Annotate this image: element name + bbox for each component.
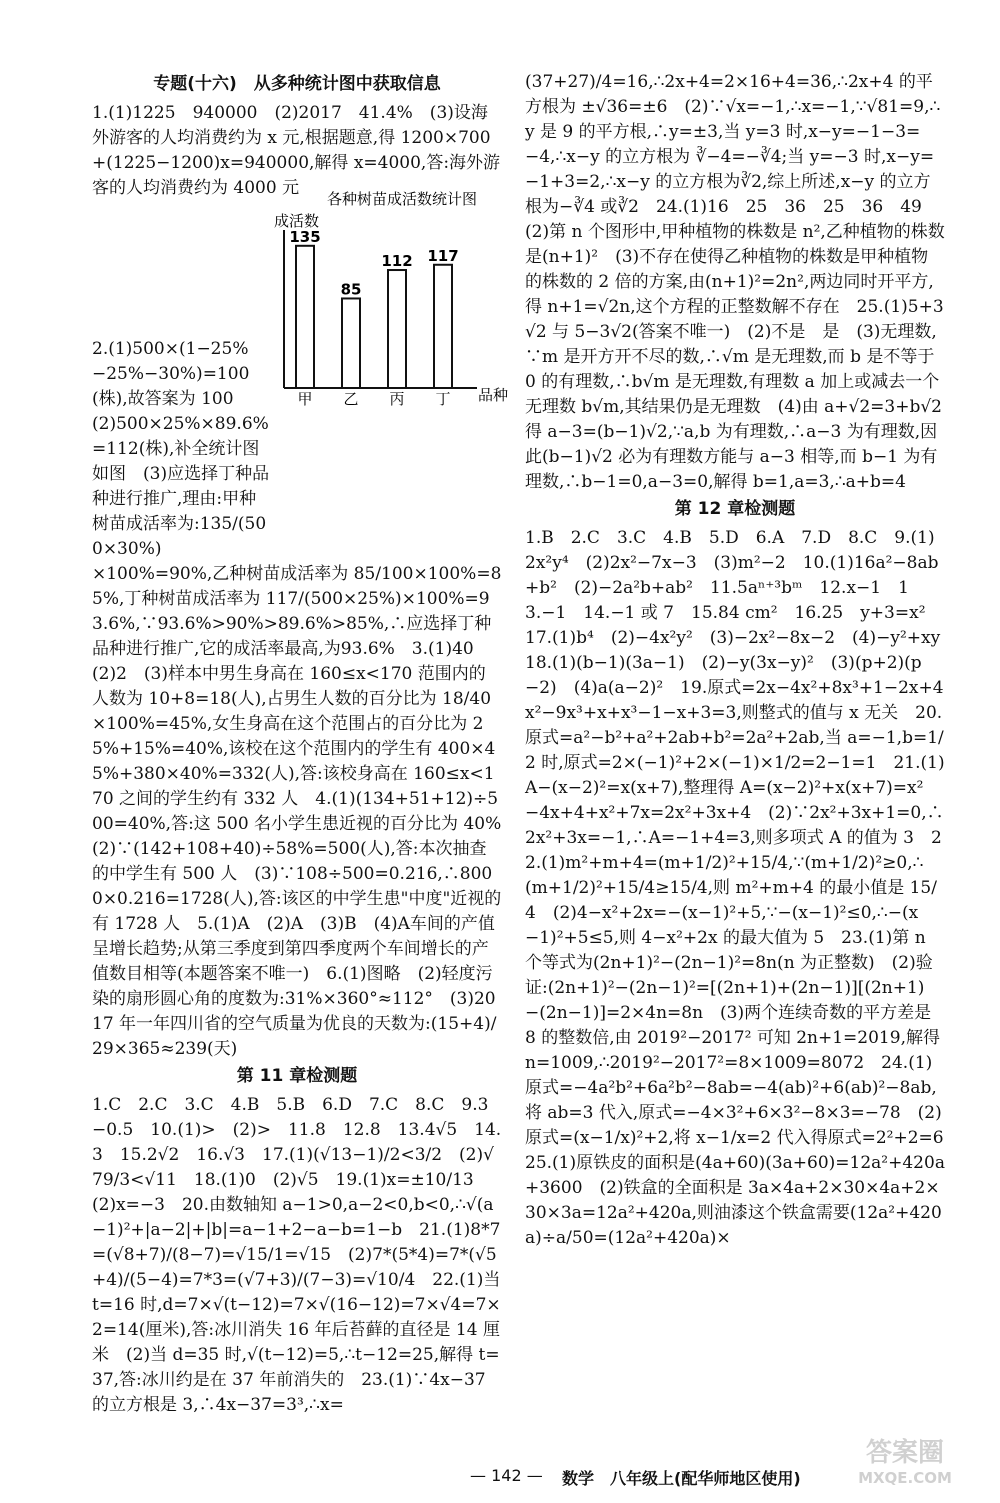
category-label: 丙: [389, 390, 405, 408]
answer-paragraph: 1.C 2.C 3.C 4.B 5.B 6.D 7.C 8.C 9.3 −0.5 10.(1)> (2)> 11.8 12.8 13.4√5 14.3 15.2√2 16.√3 17.(1)(√13−1)/2<3/2 (2)√79/3<√11 18.(1)0 (2)√5 19.(1)x=±10/13 (2)x=−3 20.由数轴知 a−1>0,a−2<0,b<0,∴√(a−1)²+|a−2|+|b|=a−1+2−a−b=1−b 21.(1)8*7=(√8+7)/(8−7)=√15/1=√15 (2)7*(5*4)=7*(√5+4)/(5−4)=7*3=(√7+3)/(7−3)=√10/4 22.(1)当 t=16 时,d=7×√(t−12)=7×√(16−12)=7×√4=7×2=14(厘米),答:冰川消失 16 年后苔藓的直径是 14 厘米 (2)当 d=35 时,√(t−12)=5,∴t−12=25,解得 t=37,答:冰川约是在 37 年前消失的 23.(1)∵4x−37 的立方根是 3,∴4x−37=3³,∴x=: [92, 1095, 506, 1415]
topic-title: 专题(十六) 从多种统计图中获取信息: [153, 74, 441, 94]
category-label: 甲: [297, 390, 313, 408]
seedling-bar-chart: [272, 188, 512, 408]
bar-value-label: 117: [427, 246, 459, 265]
bar-3: [434, 265, 452, 388]
answer-paragraph: 1.B 2.C 3.C 4.B 5.D 6.A 7.D 8.C 9.(1)2x²y⁴ (2)2x²−7x−3 (3)m²−2 10.(1)16a²−8ab+b² (2)−2a²b+ab² 11.5aⁿ⁺³bᵐ 12.x−1 13.−1 14.−1 或 7 15.84 cm² 16.25 y+3=x² 17.(1)b⁴ (2)−4x²y² (3)−2x²−8x−2 (4)−y²+xy 18.(1)(b−1)(3a−1) (2)−y(3x−y)² (3)(p+2)(p−2) (4)a(a−2)² 19.原式=2x−4x²+8x³+1−2x+4x²−9x³+x+x³−1−x+3=3,则整式的值与 x 无关 20.原式=a²−b²+a²+2ab+b²=2a²+2ab,当 a=−1,b=1/2 时,原式=2×(−1)²+2×(−1)×1/2=2−1=1 21.(1)A−(x−2)²=x(x+7),整理得 A=(x−2)²+x(x+7)=x²−4x+4+x²+7x=2x²+3x+4 (2)∵2x²+3x+1=0,∴2x²+3x=−1,∴A=−1+4=3,则多项式 A 的值为 3 22.(1)m²+m+4=(m+1/2)²+15/4,∵(m+1/2)²≥0,∴(m+1/2)²+15/4≥15/4,则 m²+m+4 的最小值是 15/4 (2)4−x²+2x=−(x−1)²+5,∵−(x−1)²≤0,∴−(x−1)²+5≤5,则 4−x²+2x 的最大值为 5 23.(1)第 n 个等式为(2n+1)²−(2n−1)²=8n(n 为正整数) (2)验证:(2n+1)²−(2n−1)²=[(2n+1)+(2n−1)][(2n+1)−(2n−1)]=2×4n=8n (3)两个连续奇数的平方差是 8 的整数倍,由 2019²−2017² 可知 2n+1=2019,解得 n=1009,∴2019²−2017²=8×1009=8072 24.(1)原式=−4a²b²+6a²b²−8ab=−4(ab)²+6(ab)²−8ab,将 ab=3 代入,原式=−4×3²+6×3²−8×3=−78 (2)原式=(x−1/x)²+2,将 x−1/x=2 代入得原式=2²+2=6 25.(1)原铁皮的面积是(4a+60)(3a+60)=12a²+420a+3600 (2)铁盒的全面积是 3a×4a+2×30×4a+2×30×3a=12a²+420a,则油漆这个铁盒需要(12a²+420a)÷a/50=(12a²+420a)×: [525, 528, 961, 1248]
watermark-text: 答案圈: [865, 1438, 944, 1468]
category-label: 丁: [435, 390, 451, 408]
chapter-12-title: 第 12 章检测题: [674, 499, 796, 519]
answer-paragraph: (37+27)/4=16,∴2x+4=2×16+4=36,∴2x+4 的平方根为 ±√36=±6 (2)∵√x=−1,∴x=−1,∵√81=9,∴y 是 9 的平方根,∴y=±3,当 y=3 时,x−y=−1−3=−4,∴x−y 的立方根为 ∛−4=−∛4;当 y=−3 时,x−y=−1+3=2,∴x−y 的立方根为∛2,综上所述,x−y 的立方根为−∛4 或∛2 24.(1)16 25 36 25 36 49 (2)第 n 个图形中,甲种植物的株数是 n²,乙种植物的株数是(n+1)² (3)不存在使得乙种植物的株数是甲种植物的株数的 2 倍的方案,由(n+1)²=2n²,两边同时开平方,得 n+1=√2n,这个方程的正整数解不存在 25.(1)5+3√2 与 5−3√2(答案不唯一) (2)不是 是 (3)无理数,∵m 是开方开不尽的数,∴√m 是无理数,而 b 是不等于 0 的有理数,∴b√m 是无理数,有理数 a 加上或减去一个无理数 b√m,其结果仍是无理数 (4)由 a+√2=3+b√2 得 a−3=(b−1)√2,∵a,b 为有理数,∴a−3 为有理数,因此(b−1)√2 必为有理数方能与 a−3 相等,而 b−1 为有理数,∴b−1=0,a−3=0,解得 b=1,a=3,∴a+b=4: [525, 72, 945, 492]
chart-bars: [289, 228, 458, 408]
bar-0: [296, 246, 314, 388]
bar-value-label: 85: [340, 280, 362, 299]
answer-paragraph: 1.(1)1225 940000 (2)2017 41.4% (3)设海外游客的人均消费约为 x 元,根据题意,得 1200×700+(1225−1200)x=940000,解得 x=4000,答:海外游客的人均消费约为 4000 元: [92, 103, 501, 198]
answer-paragraph: ×100%=90%,乙种树苗成活率为 85/100×100%=85%,丁种树苗成活率为 117/(500×25%)×100%=93.6%,∵93.6%>90%>89.6%>85%,∴应选择丁种品种进行推广,它的成活率最高,为93.6% 3.(1)40 (2)2 (3)样本中男生身高在 160≤x<170 范围内的人数为 10+8=18(人),占男生人数的百分比为 18/40×100%=45%,女生身高在这个范围占的百分比为 25%+15%=40%,该校在这个范围内的学生有 400×45%+380×40%=332(人),答:该校身高在 160≤x<170 之间的学生约有 332 人 4.(1)(134+51+12)÷500=40%,答:这 500 名小学生患近视的百分比为 40% (2)∵(142+108+40)÷58%=500(人),答:本次抽查的中学生有 500 人 (3)∵108÷500=0.216,∴8000×0.216=1728(人),答:该区的中学生患"中度"近视的有 1728 人 5.(1)A (2)A (3)B (4)A车间的产值呈增长趋势;从第三季度到第四季度两个车间增长的产值数目相等(本题答案不唯一) 6.(1)图略 (2)轻度污染的扇形圆心角的度数为:31%×360°≈112° (3)2017 年一年四川省的空气质量为优良的天数为:(15+4)/29×365≈239(天): [92, 564, 519, 1059]
page-number: — 142 —: [470, 1466, 543, 1485]
bar-value-label: 112: [381, 252, 413, 271]
bar-value-label: 135: [289, 227, 321, 246]
chapter-11-title: 第 11 章检测题: [236, 1066, 358, 1086]
right-column: [525, 70, 961, 1251]
bar-1: [342, 298, 360, 388]
chart-xlabel: 品种: [478, 386, 509, 404]
answer-paragraph: 2.(1)500×(1−25%−25%−30%)=100(株),故答案为 100 (2)500×25%×89.6%=112(株),补全统计图如图 (3)应选择丁种品种进行推广,理由:甲种树苗成活率为:135/(500×30%): [92, 339, 270, 559]
chart-ylabel: 成活数: [274, 212, 320, 230]
watermark-logo: [820, 1438, 990, 1498]
category-label: 乙: [343, 390, 359, 408]
subject-label: 数学 八年级上(配华师地区使用): [562, 1469, 801, 1488]
bar-2: [388, 270, 406, 388]
watermark-url: MXQE.COM: [858, 1469, 952, 1487]
chart-title: 各种树苗成活数统计图: [326, 190, 478, 208]
